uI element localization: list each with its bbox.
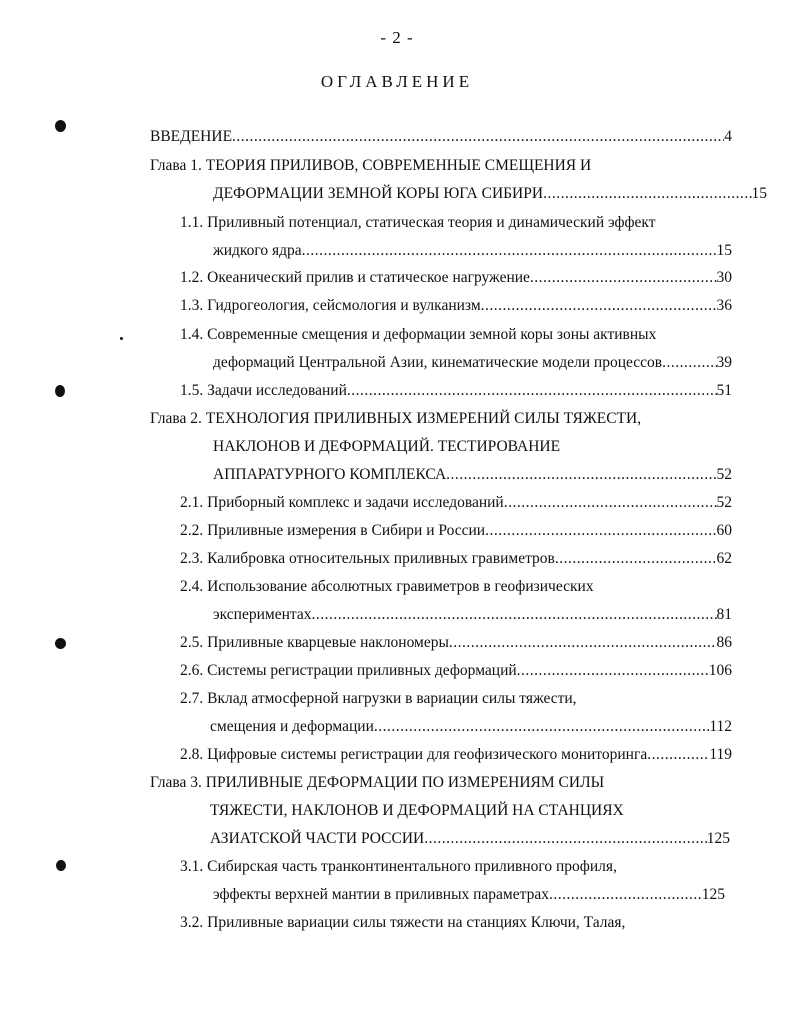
toc-chapter-2-line-1[interactable]: Глава 2. ТЕХНОЛОГИЯ ПРИЛИВНЫХ ИЗМЕРЕНИЙ СИЛЫ ТЯЖЕСТИ, [150,410,642,427]
toc-entry-title: 2.5. Приливные кварцевые наклономеры [180,634,449,651]
toc-section-3-2-line-1[interactable]: 3.2. Приливные вариации силы тяжести на станциях Ключи, Талая, [180,914,626,931]
toc-page-number: 4 [724,128,732,145]
toc-page-number: 125 [701,886,725,903]
dot-leader [374,717,709,737]
toc-entry-title: 2.2. Приливные измерения в Сибири и России [180,522,486,539]
toc-section-3-1[interactable] [213,885,725,905]
toc-chapter-2[interactable] [213,465,732,485]
toc-entry-title: жидкого ядра [213,242,302,259]
toc-section-2-8[interactable] [180,745,732,765]
toc-chapter-2-line-2[interactable]: НАКЛОНОВ И ДЕФОРМАЦИЙ. ТЕСТИРОВАНИЕ [213,438,561,455]
toc-entry-title: смещения и деформации [210,718,374,735]
dot-leader [662,353,716,373]
toc-section-1-1[interactable] [213,241,732,261]
toc-section-1-1-line-1[interactable]: 1.1. Приливный потенциал, статическая теория и динамический эффект [180,214,656,231]
toc-page-number: 15 [751,185,767,202]
toc-page-number: 52 [716,466,732,483]
toc-page-number: 36 [716,297,732,314]
toc-entry-intro[interactable] [150,127,732,147]
toc-section-2-4[interactable] [213,605,732,625]
toc-entry-title: 2.1. Приборный комплекс и задачи исследований [180,494,504,511]
toc-page-number: 15 [716,242,732,259]
toc-chapter-3-line-2[interactable]: ТЯЖЕСТИ, НАКЛОНОВ И ДЕФОРМАЦИЙ НА СТАНЦИЯХ [210,802,624,819]
toc-entry-title: экспериментах [213,606,312,623]
toc-entry-title: эффекты верхней мантии в приливных параметрах [213,886,549,903]
toc-section-2-5[interactable] [180,633,732,653]
toc-entry-title: ВВЕДЕНИЕ [150,128,233,145]
toc-section-2-1[interactable] [180,493,732,513]
toc-entry-title: деформаций Центральной Азии, кинематические модели процессов [213,354,663,371]
toc-page-number: 51 [716,382,732,399]
toc-section-3-1-line-1[interactable]: 3.1. Сибирская часть транконтинентального приливного профиля, [180,858,617,875]
toc-section-2-7-line-1[interactable]: 2.7. Вклад атмосферной нагрузки в вариации силы тяжести, [180,690,577,707]
toc-section-2-3[interactable] [180,549,732,569]
toc-section-1-3[interactable] [180,296,732,316]
dot-leader [481,296,717,316]
toc-entry-title: 1.3. Гидрогеология, сейсмология и вулканизм [180,297,481,314]
toc-page-number: 60 [716,522,732,539]
toc-page-number: 30 [716,269,732,286]
toc-chapter-3-line-1[interactable]: Глава 3. ПРИЛИВНЫЕ ДЕФОРМАЦИИ ПО ИЗМЕРЕНИЯМ СИЛЫ [150,774,605,791]
dot-leader [449,633,717,653]
scan-spot [120,337,123,340]
toc-page-number: 86 [716,634,732,651]
scan-spot [55,385,65,397]
scan-spot [55,120,66,132]
toc-page-number: 112 [709,718,732,735]
dot-leader [647,745,709,765]
dot-leader [485,521,716,541]
toc-section-2-4-line-1[interactable]: 2.4. Использование абсолютных гравиметров в геофизических [180,578,594,595]
dot-leader [424,829,707,849]
page-title: ОГЛАВЛЕНИЕ [320,72,474,91]
toc-section-1-5[interactable] [180,381,732,401]
toc-section-2-7[interactable] [210,717,732,737]
toc-section-2-2[interactable] [180,521,732,541]
dot-leader [504,493,717,513]
dot-leader [347,381,717,401]
toc-chapter-1-line-1[interactable]: Глава 1. ТЕОРИЯ ПРИЛИВОВ, СОВРЕМЕННЫЕ СМЕЩЕНИЯ И [150,157,592,174]
toc-page-number: 106 [708,662,732,679]
dot-leader [302,241,717,261]
dot-leader [555,549,717,569]
dot-leader [311,605,716,625]
toc-page-number: 81 [716,606,732,623]
scan-spot [55,638,66,649]
toc-chapter-1[interactable] [213,184,767,204]
toc-section-1-2[interactable] [180,268,732,288]
toc-section-2-6[interactable] [180,661,732,681]
toc-entry-title: 2.6. Системы регистрации приливных деформаций [180,662,517,679]
toc-section-1-4[interactable] [213,353,732,373]
dot-leader [446,465,716,485]
toc-page-number: 125 [706,830,730,847]
dot-leader [543,184,751,204]
toc-page-number: 52 [716,494,732,511]
dot-leader [517,661,709,681]
toc-page-number: 119 [709,746,732,763]
toc-entry-title: ДЕФОРМАЦИИ ЗЕМНОЙ КОРЫ ЮГА СИБИРИ [213,185,544,202]
toc-page-number: 62 [716,550,732,567]
toc-entry-title: АЗИАТСКОЙ ЧАСТИ РОССИИ [210,830,425,847]
toc-entry-title: 1.5. Задачи исследований [180,382,347,399]
toc-entry-title: 2.3. Калибровка относительных приливных гравиметров [180,550,555,567]
scan-spot [56,860,66,871]
toc-entry-title: 1.2. Океанический прилив и статическое нагружение [180,269,530,286]
toc-section-1-4-line-1[interactable]: 1.4. Современные смещения и деформации земной коры зоны активных [180,326,657,343]
toc-entry-title: АППАРАТУРНОГО КОМПЛЕКСА [213,466,447,483]
toc-page-number: 39 [716,354,732,371]
toc-entry-title: 2.8. Цифровые системы регистрации для геофизического мониторинга [180,746,648,763]
dot-leader [232,127,724,147]
toc-chapter-3[interactable] [210,829,730,849]
dot-leader [530,268,717,288]
page-number: - 2 - [380,28,414,47]
dot-leader [549,885,702,905]
